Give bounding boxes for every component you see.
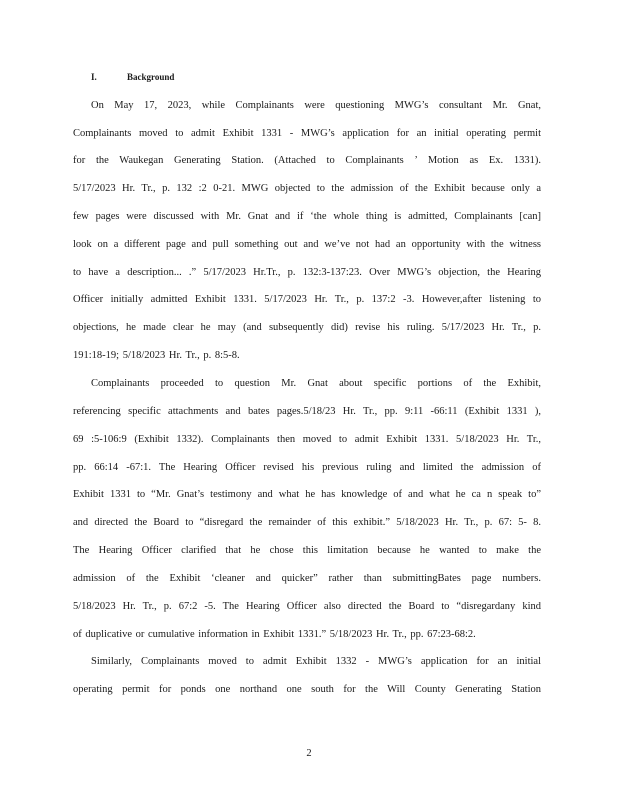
paragraph-line: The Hearing Officer clarified that he chose this limitation because he wanted to make the [73, 545, 541, 556]
paragraph-line: 191:18-19; 5/18/2023 Hr. Tr., p. 8:5-8. [73, 350, 240, 361]
paragraph-line: few pages were discussed with Mr. Gnat and if ‘the whole thing is admitted, Complainants [can] [73, 211, 541, 222]
paragraph-line: and directed the Board to “disregard the remainder of this exhibit.” 5/18/2023 Hr. Tr., p. 67: 5- 8. [73, 517, 541, 528]
paragraph-line: look on a different page and pull something out and we’ve not had an opportunity with the witness [73, 239, 541, 250]
paragraph-line: 69 :5-106:9 (Exhibit 1332). Complainants then moved to admit Exhibit 1331. 5/18/2023 Hr. Tr., [73, 434, 541, 445]
paragraph-line: 5/18/2023 Hr. Tr., p. 67:2 -5. The Hearing Officer also directed the Board to “disregardany kind [73, 601, 541, 612]
paragraph-line: operating permit for ponds one northand one south for the Will County Generating Station [73, 684, 541, 695]
paragraph-line: Complainants moved to admit Exhibit 1331 - MWG’s application for an initial operating permit [73, 128, 541, 139]
paragraph-line: pp. 66:14 -67:1. The Hearing Officer revised his previous ruling and limited the admission of [73, 462, 541, 473]
paragraph-line: to have a description... .” 5/17/2023 Hr.Tr., p. 132:3-137:23. Over MWG’s objection, the Hearing [73, 267, 541, 278]
section-heading [91, 72, 174, 82]
section-title: Background [127, 72, 175, 82]
paragraph-line: of duplicative or cumulative information in Exhibit 1331.” 5/18/2023 Hr. Tr., pp. 67:23-68:2. [73, 629, 476, 640]
paragraph-line: Similarly, Complainants moved to admit Exhibit 1332 - MWG’s application for an initial [91, 656, 541, 667]
paragraph-line: admission of the Exhibit ‘cleaner and quicker” rather than submittingBates page numbers. [73, 573, 541, 584]
paragraph-line: Officer initially admitted Exhibit 1331. 5/17/2023 Hr. Tr., p. 137:2 -3. However,after listening to [73, 294, 541, 305]
paragraph-line: Exhibit 1331 to “Mr. Gnat’s testimony and what he has knowledge of and what he ca n speak to” [73, 489, 541, 500]
paragraph-line: Complainants proceeded to question Mr. Gnat about specific portions of the Exhibit, [91, 378, 541, 389]
page-number: 2 [306, 748, 312, 759]
section-number: I. [91, 72, 97, 82]
paragraph-line: On May 17, 2023, while Complainants were questioning MWG’s consultant Mr. Gnat, [91, 100, 541, 111]
paragraph-line: for the Waukegan Generating Station. (Attached to Complainants ’ Motion as Ex. 1331). [73, 155, 541, 166]
paragraph-line: referencing specific attachments and bates pages.5/18/23 Hr. Tr., pp. 9:11 -66:11 (Exhibit 1331 ), [73, 406, 541, 417]
paragraph-line: objections, he made clear he may (and subsequently did) revise his ruling. 5/17/2023 Hr. Tr., p. [73, 322, 541, 333]
paragraph-line: 5/17/2023 Hr. Tr., p. 132 :2 0-21. MWG objected to the admission of the Exhibit because only a [73, 183, 541, 194]
